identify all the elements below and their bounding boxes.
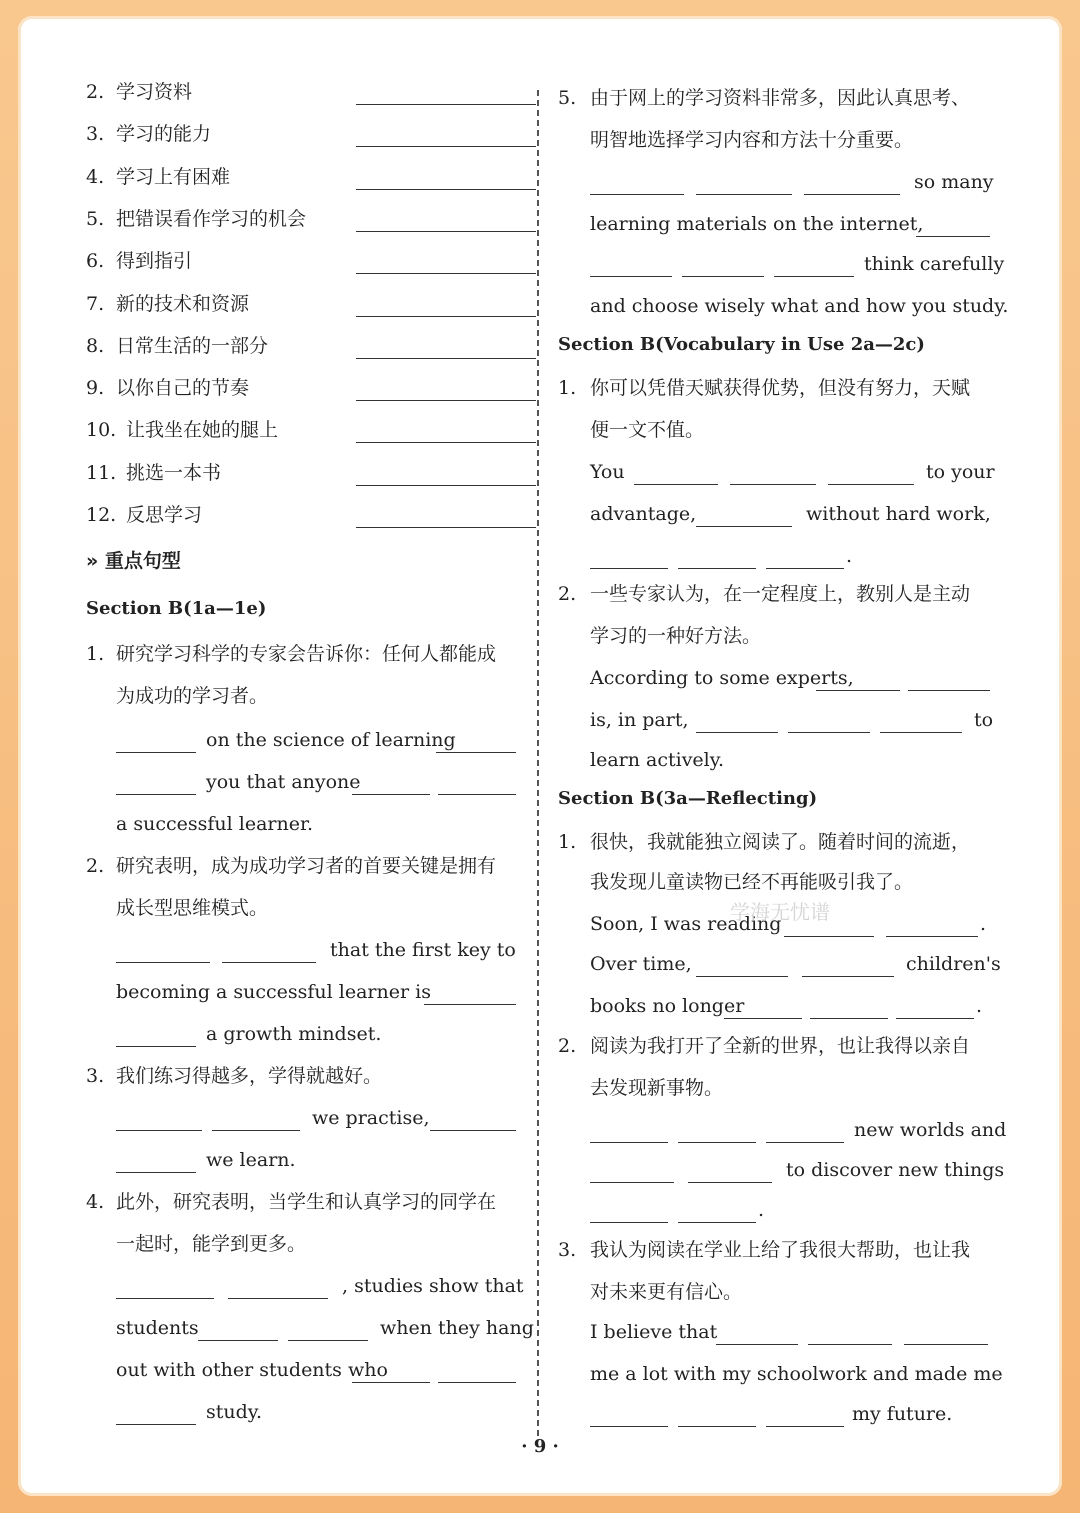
answer-blank[interactable] (696, 952, 788, 977)
answer-blank[interactable] (356, 165, 536, 190)
vocab-item (86, 72, 538, 112)
answer-blank[interactable] (116, 770, 196, 795)
answer-blank[interactable] (696, 708, 778, 733)
answer-blank[interactable] (696, 502, 792, 527)
item-number: 2. (86, 81, 105, 103)
answer-blank[interactable] (730, 460, 816, 485)
answer-blank[interactable] (896, 994, 974, 1019)
item-number: 11. (86, 461, 117, 484)
item-chinese: 反思学习 (126, 504, 203, 526)
section-heading: Section B(Vocabulary in Use 2a—2c) (558, 334, 925, 355)
answer-blank[interactable] (356, 503, 536, 528)
item-chinese: 学习的能力 (116, 123, 212, 146)
item-chinese: 日常生活的一部分 (116, 334, 269, 357)
answer-blank[interactable] (356, 80, 536, 105)
item-chinese: 学习资料 (116, 81, 193, 103)
item-number: 8. (86, 334, 105, 357)
answer-blank[interactable] (828, 460, 914, 485)
item-number: 6. (86, 250, 105, 273)
answer-blank[interactable] (356, 122, 536, 147)
item-number: 7. (86, 292, 105, 315)
question-2: 2. 一些专家认为，在一定程度上，教别人是主动 (558, 583, 971, 605)
answer-blank[interactable] (804, 170, 900, 195)
item-number: 4. (86, 165, 105, 188)
item-chinese: 学习上有困难 (116, 165, 231, 188)
answer-blank[interactable] (352, 770, 430, 795)
answer-blank[interactable] (590, 544, 668, 569)
answer-blank[interactable] (590, 1198, 668, 1223)
worksheet-page: 2. 学习资料 3. 学习的能力 4. 学习上有困难 5. 把错误看作学习的机会 6. 得到指引 7. 新的技术和资源 8. 日常生活的一部分 9. 以你自己的节奏 10. 让我坐在她的腿上 11. 挑选一本书 12. 反思学习 » 重点句型 Section B(1a—1e) 1. 研究学习科学的专家会告诉你：任何人都能成 为成功的学习者。 on the science of learning you that anyone a successful learner. 2. 研究表明，成为成功学习者的首要关键是拥有 成长型思维模式。 that the first key to becoming a successful learner is a growth mindset. 3. 我们练习得越多，学得就越好。 we practise, we learn. 4. 此外，研究表明，当学生和认真学习的同学在 一起时，能学到更多。 , studies show that students when they hang out with other students who study. 5. 由于网上的学习资料非常多，因此认真思考、 明智地选择学习内容和方法十分重要。 so many learning materials on the internet, think carefully and choose wisely what and how you study. Section B(Vocabulary in Use 2a—2c) 1. 你可以凭借天赋获得优势，但没有努力，天赋 便一文不值。 You to your advantage, without hard work, . 2. 一些专家认为，在一定程度上，教别人是主动 学习的一种好方法。 According to some experts, is, in part, to learn actively. Section B(3a—Reflecting) 1. 很快，我就能独立阅读了。随着时间的流逝， 我发现儿童读物已经不再能吸引我了。 Soon, I was reading . Over time, children's books no longer . 2. 阅读为我打开了全新的世界，也让我得以亲自 去发现新事物。 new worlds and to discover new things . 3. 我认为阅读在学业上给了我很大帮助，也让我 对未来更有信心。 I believe that me a lot with my schoolwork and made me my future. 学海无忧谱 · 9 · (18, 16, 1062, 1496)
answer-blank[interactable] (116, 938, 210, 963)
answer-blank[interactable] (430, 1106, 516, 1131)
question-1: 1. 你可以凭借天赋获得优势，但没有努力，天赋 (558, 377, 971, 399)
answer-blank[interactable] (590, 170, 684, 195)
question-4: 4. 此外，研究表明，当学生和认真学习的同学在 (86, 1191, 497, 1213)
answer-blank[interactable] (802, 952, 894, 977)
answer-blank[interactable] (590, 1118, 668, 1143)
answer-blank[interactable] (356, 334, 536, 359)
item-number: 5. (86, 207, 105, 230)
answer-blank[interactable] (774, 252, 854, 277)
answer-blank[interactable] (678, 1402, 756, 1427)
question-2: 2. 阅读为我打开了全新的世界，也让我得以亲自 (558, 1035, 971, 1057)
answer-blank[interactable] (288, 1316, 368, 1341)
answer-blank[interactable] (438, 1358, 516, 1383)
item-chinese: 得到指引 (116, 250, 193, 273)
answer-blank[interactable] (682, 252, 764, 277)
question-1: 1. 很快，我就能独立阅读了。随着时间的流逝， (558, 831, 971, 853)
answer-blank[interactable] (916, 212, 990, 237)
answer-blank[interactable] (116, 1400, 196, 1425)
vocab-item (86, 284, 538, 324)
answer-blank[interactable] (116, 1022, 196, 1047)
question-1: 1. 研究学习科学的专家会告诉你：任何人都能成 (86, 643, 497, 665)
answer-blank[interactable] (356, 207, 536, 232)
answer-blank[interactable] (116, 1274, 214, 1299)
answer-blank[interactable] (356, 249, 536, 274)
answer-blank[interactable] (766, 544, 844, 569)
answer-blank[interactable] (688, 1158, 772, 1183)
item-number: 12. (86, 504, 117, 526)
answer-blank[interactable] (816, 666, 900, 691)
answer-blank[interactable] (356, 376, 536, 401)
question-3: 3. 我们练习得越多，学得就越好。 (86, 1065, 383, 1087)
vocab-item (86, 157, 538, 197)
answer-blank[interactable] (678, 1198, 756, 1223)
answer-blank[interactable] (212, 1106, 300, 1131)
answer-blank[interactable] (696, 170, 792, 195)
answer-blank[interactable] (634, 460, 718, 485)
answer-blank[interactable] (908, 666, 990, 691)
item-chinese: 把错误看作学习的机会 (116, 207, 307, 230)
item-chinese: 挑选一本书 (126, 461, 222, 484)
answer-blank[interactable] (116, 1148, 196, 1173)
item-number: 3. (86, 123, 105, 146)
watermark: 学海无忧谱 (730, 900, 830, 924)
answer-blank[interactable] (116, 1106, 202, 1131)
item-chinese: 让我坐在她的腿上 (126, 419, 279, 442)
answer-blank[interactable] (228, 1274, 328, 1299)
vocab-item (86, 410, 538, 450)
answer-blank[interactable] (880, 708, 962, 733)
answer-blank[interactable] (590, 252, 672, 277)
answer-blank[interactable] (424, 980, 516, 1005)
item-chinese: 以你自己的节奏 (116, 377, 250, 400)
question-3: 3. 我认为阅读在学业上给了我很大帮助，也让我 (558, 1239, 971, 1261)
answer-blank[interactable] (678, 544, 756, 569)
vocab-item (86, 495, 538, 535)
answer-blank[interactable] (356, 418, 536, 443)
item-number: 10. (86, 419, 117, 442)
page-number: · 9 · (521, 1436, 559, 1457)
answer-blank[interactable] (886, 912, 978, 937)
answer-blank[interactable] (724, 994, 802, 1019)
item-chinese: 新的技术和资源 (116, 292, 250, 315)
answer-blank[interactable] (678, 1118, 756, 1143)
answer-blank[interactable] (356, 461, 536, 486)
answer-blank[interactable] (766, 1402, 844, 1427)
answer-blank[interactable] (590, 1158, 674, 1183)
section-heading: Section B(3a—Reflecting) (558, 788, 818, 809)
answer-blank[interactable] (788, 708, 870, 733)
vocab-item (86, 368, 538, 408)
key-sentences-heading: » 重点句型 (86, 550, 181, 572)
answer-blank[interactable] (716, 1320, 798, 1345)
answer-blank[interactable] (808, 1320, 892, 1345)
vocab-item (86, 326, 538, 366)
answer-blank[interactable] (198, 1316, 278, 1341)
vocab-item (86, 453, 538, 493)
answer-blank[interactable] (904, 1320, 988, 1345)
answer-blank[interactable] (590, 1402, 668, 1427)
answer-blank[interactable] (438, 770, 516, 795)
answer-blank[interactable] (810, 994, 888, 1019)
answer-blank[interactable] (766, 1118, 844, 1143)
question-5: 5. 由于网上的学习资料非常多，因此认真思考、 (558, 87, 971, 109)
vocab-item (86, 241, 538, 281)
question-2: 2. 研究表明，成为成功学习者的首要关键是拥有 (86, 855, 497, 877)
answer-blank[interactable] (116, 728, 196, 753)
vocab-item (86, 114, 538, 154)
vocab-item (86, 199, 538, 239)
item-number: 9. (86, 377, 105, 400)
answer-blank[interactable] (436, 728, 516, 753)
answer-blank[interactable] (356, 292, 536, 317)
answer-blank[interactable] (352, 1358, 430, 1383)
section-heading: Section B(1a—1e) (86, 598, 267, 619)
answer-blank[interactable] (222, 938, 316, 963)
